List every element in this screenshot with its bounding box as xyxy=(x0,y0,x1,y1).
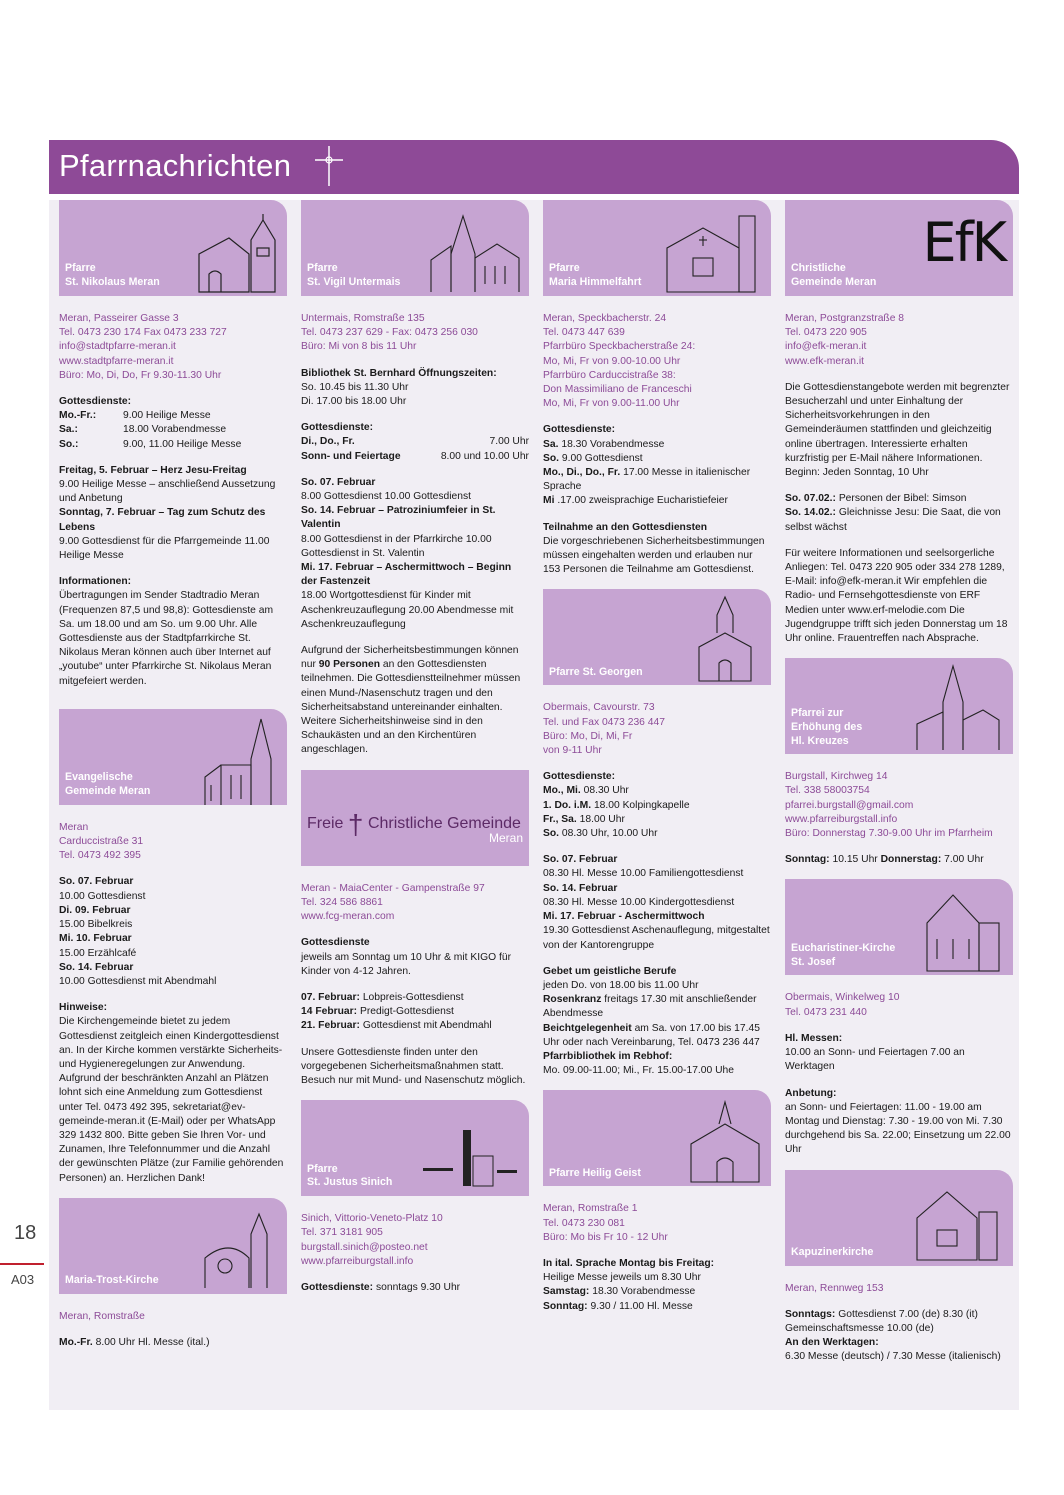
event-label: Beichtgelegenheit xyxy=(543,1022,632,1034)
service-time: 9.00 Heilige Messe xyxy=(123,410,211,422)
phone: Tel. 0473 230 081 xyxy=(543,1217,625,1229)
event-heading: Sonntag, 7. Februar – Tag zum Schutz des Lebens xyxy=(59,507,266,533)
event-text: 8.00 Gottesdienst in der Pfarrkirche 10.00 Gottesdienst in St. Valentin xyxy=(301,533,492,559)
fcg-dates xyxy=(301,991,529,1034)
evangelisch-header xyxy=(59,709,287,805)
service-text: 10.00 an Sonn- und Feiertagen 7.00 an Werktagen xyxy=(785,1047,965,1073)
service-day: Mo., Di., Do., Fr. xyxy=(543,467,621,479)
josef-label xyxy=(791,942,895,970)
address: Meran, Speckbacherstr. 24 xyxy=(543,313,667,324)
phone: Tel. 0473 230 174 Fax 0473 233 727 xyxy=(59,327,227,339)
label-line: Pfarre xyxy=(549,262,580,275)
date: 21. Februar: xyxy=(301,1020,360,1032)
efk-label xyxy=(791,262,876,290)
church-illustration xyxy=(199,1208,279,1290)
service-time: Heilige Messe jeweils um 8.30 Uhr xyxy=(543,1272,701,1284)
note-text: Aufgrund der Sicherheitsbestimmungen können nur xyxy=(301,645,519,671)
phone: Tel. 0473 220 905 xyxy=(785,327,867,339)
section-heading: Hl. Messen: xyxy=(785,1032,843,1044)
label-line: Erhöhung des xyxy=(791,720,863,733)
phone: Tel. 338 58003754 xyxy=(785,785,870,797)
office-hours: Büro: Mi von 8 bis 11 Uhr xyxy=(301,341,417,353)
service-time: 7.00 Uhr xyxy=(489,436,529,448)
kreuz-contact xyxy=(785,770,1013,841)
event-text: Lobpreis-Gottesdienst xyxy=(362,991,464,1003)
service-time: .17.00 zweisprachige Eucharistiefeier xyxy=(557,495,728,507)
service-day: Samstag: xyxy=(543,1286,590,1298)
kapuziner-label xyxy=(791,1246,873,1260)
date: So. 14.02.: xyxy=(785,507,836,519)
date: 07. Februar: xyxy=(301,991,360,1003)
page-code: A03 xyxy=(11,1272,35,1287)
address: Meran, Passeirer Gasse 3 xyxy=(59,313,179,324)
section-heading: Informationen: xyxy=(59,576,132,588)
himmelfahrt-participation xyxy=(543,521,771,578)
service-day: Sonntag: xyxy=(543,1300,588,1312)
service-time: 18.30 Vorabendmesse xyxy=(592,1286,696,1298)
georgen-extra xyxy=(543,965,771,1079)
event-text: 10.00 Gottesdienst mit Abendmahl xyxy=(59,975,217,987)
mariatrost-line xyxy=(59,1336,287,1350)
service-day: Donnerstag: xyxy=(880,854,942,866)
nikolaus-events xyxy=(59,464,287,563)
page-number: 18 xyxy=(14,1222,37,1244)
service-day: Sonntag: xyxy=(785,854,830,866)
vigil-services xyxy=(301,421,529,464)
website-link[interactable]: www.pfarreiburgstall.info xyxy=(785,813,898,825)
page-header xyxy=(49,140,1019,194)
opening-time: Di. 17.00 bis 18.00 Uhr xyxy=(301,396,407,408)
event-text: 18.00 Wortgottesdienst für Kinder mit Aschenkreuzauflegung 20.00 Abendmesse mit Aschenkreuzauflegung xyxy=(301,590,514,630)
logo-word: Christliche xyxy=(367,814,443,832)
vigil-dates xyxy=(301,476,529,632)
service-day: Mo.-Fr.: xyxy=(59,410,97,422)
fcg-services xyxy=(301,936,529,979)
event-text: 15.00 Erzählcafé xyxy=(59,947,137,959)
label-line: St. Vigil Untermais xyxy=(307,276,401,289)
service-row xyxy=(59,409,287,423)
event-text: Gottesdienst mit Abendmahl xyxy=(362,1020,492,1032)
date: Di. 09. Februar xyxy=(59,904,131,916)
service-day: Mo., Mi. xyxy=(543,785,581,797)
church-illustration xyxy=(685,1098,765,1184)
evangelisch-hints xyxy=(59,1001,287,1186)
himmelfahrt-header xyxy=(543,200,771,296)
service-time: 7.00 Uhr xyxy=(944,854,984,866)
office-hours: Büro: Mo, Di, Mi, Fr xyxy=(543,730,633,742)
evangelisch-dates xyxy=(59,875,287,989)
address: Obermais, Winkelweg 10 xyxy=(785,992,900,1004)
label-line: St. Nikolaus Meran xyxy=(65,276,160,289)
hint-text: Die Kirchengemeinde bietet zu jedem Gottesdienst zeitgleich einen Kindergottesdienst an. In der Kirche kommen verstärkte Sicherheits- und Hygieneregelungen zur Anwendung. Aufgrund der beschränkten Anzahl an Plätzen lohnt sich eine Anmeldung zum Gottesdienst unter Tel. 0473 492 395, sekretariat@ev-gemeinde-meran.it (E-Mail) oder per WhatsApp 329 1432 800. Bitte geben Sie Ihren Vor- und Zunamen, Ihre Telefonnummer und die Anzahl der gewünschten Plätze (zur Familie gehörenden Personen) an. Herzlichen Dank! xyxy=(59,1016,284,1184)
event-text: 9.00 Gottesdienst für die Pfarrgemeinde 11.00 Heilige Messe xyxy=(59,535,270,562)
heiliggeist-contact xyxy=(543,1202,771,1245)
phone: Tel. 0473 237 629 - Fax: 0473 256 030 xyxy=(301,327,478,339)
service-time: 6.30 Messe (deutsch) / 7.30 Messe (italienisch) xyxy=(785,1351,1001,1363)
service-day: Sonntags: xyxy=(785,1308,836,1320)
heiliggeist-services xyxy=(543,1257,771,1314)
event-heading: Freitag, 5. Februar – Herz Jesu-Freitag xyxy=(59,464,247,476)
phone: Tel. 324 586 8861 xyxy=(301,896,383,908)
kapuziner-header xyxy=(785,1170,1013,1266)
address: Meran - MaiaCenter - Gampenstraße 97 xyxy=(301,882,485,894)
phone: Tel. 371 3181 905 xyxy=(301,1227,383,1239)
office-label: Pfarrbüro Speckbacherstraße 24: xyxy=(543,341,696,353)
service-day: An den Werktagen: xyxy=(785,1337,879,1349)
himmelfahrt-contact xyxy=(543,312,771,411)
section-heading: Gottesdienste: xyxy=(543,771,616,783)
service-day: 1. Do. i.M. xyxy=(543,799,592,811)
date: So. 07. Februar xyxy=(301,476,376,488)
cross-icon xyxy=(311,146,347,186)
office-hours: Büro: Mo bis Fr 10 - 12 Uhr xyxy=(543,1231,668,1243)
event-text: Mo. 09.00-11.00; Mi., Fr. 15.00-17.00 Uhe xyxy=(543,1065,734,1077)
kreuz-services xyxy=(785,853,1013,867)
church-illustration xyxy=(663,208,763,294)
service-time: 18.00 Vorabendmesse xyxy=(123,424,227,436)
label-line: St. Josef xyxy=(791,955,836,968)
service-time: 8.00 und 10.00 Uhr xyxy=(440,450,529,462)
info-text: Für weitere Informationen und seelsorgerliche Anliegen: Tel. 0473 220 905 oder 334 278 1289, E-Mail: info@efk-meran.it Wir empfehlen die Radio- und Fernsehgottesdienste von ERF Medien unter www.erf-melodie.com Die Jugendgruppe trifft sich jeden Donnerstag um 18 Uhr online. Frauentreffen nach Absprache. xyxy=(785,547,1008,645)
service-time: 9.00, 11.00 Heilige Messe xyxy=(123,438,242,450)
label-line: Pfarre xyxy=(307,1162,338,1175)
website-link[interactable]: www.efk-meran.it xyxy=(785,355,864,367)
note-text: Unsere Gottesdienste finden unter den vorgegebenen Sicherheitsmaßnahmen statt. Besuch nur mit Mund- und Nasenschutz möglich. xyxy=(301,1046,526,1086)
fcg-contact xyxy=(301,882,529,925)
nikolaus-info xyxy=(59,575,287,689)
service-time: 17.00 Messe in italienischer Sprache xyxy=(543,467,751,493)
nikolaus-label xyxy=(65,262,160,290)
service-time: 8.00 Uhr Hl. Messe (ital.) xyxy=(95,1336,210,1348)
address: Untermais, Romstraße 135 xyxy=(301,313,425,324)
service-row xyxy=(59,423,287,437)
josef-masses xyxy=(785,1032,1013,1075)
event-text: 10.00 Gottesdienst xyxy=(59,890,146,902)
service-day: So.: xyxy=(59,438,79,450)
event-text: 8.00 Gottesdienst 10.00 Gottesdienst xyxy=(301,491,472,503)
event-text: freitags 17.30 mit anschließender Abendmesse xyxy=(543,994,757,1020)
josef-contact xyxy=(785,991,1013,1019)
event-text: 08.30 Hl. Messe 10.00 Kindergottesdienst xyxy=(543,896,735,908)
vigil-header xyxy=(301,200,529,296)
event-text: Personen der Bibel: Simson xyxy=(838,493,967,505)
vigil-contact xyxy=(301,312,529,355)
efk-info xyxy=(785,547,1013,646)
label-line: St. Justus Sinich xyxy=(307,1176,393,1189)
office-hours: Mo, Mi, Fr von 9.00-10.00 Uhr xyxy=(543,355,681,367)
service-time: 18.00 Kolpingkapelle xyxy=(593,799,690,811)
service-time: 10.15 Uhr xyxy=(832,854,878,866)
mariatrost-header xyxy=(59,1198,287,1294)
nikolaus-contact xyxy=(59,312,287,383)
label-line: Pfarre Heilig Geist xyxy=(549,1166,641,1179)
address: Sinich, Vittorio-Veneto-Platz 10 xyxy=(301,1213,443,1225)
mariatrost-contact xyxy=(59,1310,287,1324)
cross-icon: † xyxy=(347,808,364,840)
label-line: Pfarrei zur xyxy=(791,706,844,719)
column-1 xyxy=(59,200,287,1362)
evangelisch-contact xyxy=(59,821,287,864)
section-heading: Gottesdienste: xyxy=(301,1281,374,1293)
justus-label xyxy=(307,1163,392,1191)
kapuziner-services xyxy=(785,1308,1013,1365)
justus-services xyxy=(301,1281,529,1295)
address: Meran, Romstraße 1 xyxy=(543,1203,638,1215)
event-text: 19.30 Gottesdienst Aschenauflegung, mitgestaltet von der Kantorengruppe xyxy=(543,925,770,951)
service-time: 18.00 Uhr xyxy=(579,813,625,825)
service-text: an Sonn- und Feiertagen: 11.00 - 19.00 am Montag und Dienstag: 7.30 - 19.00 von Mi. 7.30 durchgehend bis Sa. 22.00; Einsetzung um 22.00 Uhr xyxy=(785,1101,1011,1156)
service-row xyxy=(59,438,287,452)
kapuziner-contact xyxy=(785,1282,1013,1296)
info-text: Übertragungen im Sender Stadtradio Meran (Frequenzen 87,5 und 98,8): Gottesdienste am Sa. um 18.00 und am So. um 9.00 Uhr. Alle Gottesdienste aus der Stadtpfarrkirche St. Nikolaus Meran können auch über Internet auf „youtube“ unter Pfarrkirche St. Nikolaus Meran mitgefeiert werden. xyxy=(59,590,274,687)
label-line: Gemeinde Meran xyxy=(65,785,151,798)
label-line: Gemeinde Meran xyxy=(791,276,877,289)
service-day: So. xyxy=(543,452,560,464)
church-illustration xyxy=(189,214,279,294)
efk-contact xyxy=(785,312,1013,369)
event-text: Predigt-Gottesdienst xyxy=(359,1006,454,1018)
column-4 xyxy=(785,200,1013,1377)
section-heading: Anbetung: xyxy=(785,1087,837,1099)
event-label: Rosenkranz xyxy=(543,994,602,1006)
georgen-contact xyxy=(543,701,771,758)
heiliggeist-header xyxy=(543,1090,771,1186)
label-line: Pfarre xyxy=(307,262,338,275)
date: Mi. 17. Februar - Aschermittwoch xyxy=(543,911,705,923)
email-link[interactable]: pfarrei.burgstall@gmail.com xyxy=(785,799,914,811)
phone: Tel. 0473 492 395 xyxy=(59,850,141,862)
section-heading: Gottesdienste: xyxy=(301,422,374,434)
label-line: Pfarre St. Georgen xyxy=(549,665,643,678)
church-illustration xyxy=(413,1120,523,1190)
fcg-logo xyxy=(301,770,529,866)
contact-person: Don Massimiliano de Franceschi xyxy=(543,384,692,396)
opening-time: So. 10.45 bis 11.30 Uhr xyxy=(301,381,409,393)
date: Mi. 10. Februar xyxy=(59,933,132,945)
justus-header xyxy=(301,1100,529,1196)
section-heading: In ital. Sprache Montag bis Freitag: xyxy=(543,1257,715,1269)
nikolaus-header xyxy=(59,200,287,296)
service-text: jeweils am Sonntag um 10 Uhr & mit KIGO für Kinder von 4-12 Jahren. xyxy=(301,951,512,977)
office-hours: Mo, Mi, Fr von 9.00-11.00 Uhr xyxy=(543,398,680,410)
service-day: Di., Do., Fr. xyxy=(301,436,355,448)
label-line: Maria-Trost-Kirche xyxy=(65,1273,159,1286)
content-panel xyxy=(49,200,1019,1410)
logo-word: Gemeinde xyxy=(447,814,521,832)
event-text: jeden Do. von 18.00 bis 11.00 Uhr xyxy=(543,979,699,991)
office-hours: Büro: Donnerstag 7.30-9.00 Uhr im Pfarrheim xyxy=(785,828,993,840)
info-text: Die Gottesdienstangebote werden mit begrenzter Besucherzahl und unter Einhaltung der Sicherheitsvorkehrungen in den Gemeinderäumen stattfinden und gleichzeitig online übertragen. Interessierte erhalten kurzfristig per E-Mail nähere Informationen. Beginn: Jeden Sonntag, 10 Uhr xyxy=(785,381,1010,479)
office-hours: Büro: Mo, Di, Do, Fr 9.30-11.30 Uhr xyxy=(59,369,222,381)
section-heading: Hinweise: xyxy=(59,1002,108,1014)
logo-word: Meran xyxy=(488,830,523,845)
date: 14 Februar: xyxy=(301,1006,358,1018)
mariatrost-label xyxy=(65,1274,159,1288)
section-heading: Teilnahme an den Gottesdiensten xyxy=(543,521,708,533)
event-label: Pfarrbibliothek im Rebhof: xyxy=(543,1050,673,1062)
office-label: Pfarrbüro Carduccistraße 38: xyxy=(543,369,676,381)
heiliggeist-label xyxy=(549,1167,641,1181)
phone: Tel. und Fax 0473 236 447 xyxy=(543,716,665,728)
page-divider xyxy=(0,1263,44,1265)
event-text: 15.00 Bibelkreis xyxy=(59,919,133,931)
efk-text xyxy=(785,381,1013,480)
georgen-dates xyxy=(543,853,771,952)
date: Mi. 17. Februar – Aschermittwoch – Beginn der Fastenzeit xyxy=(301,562,512,588)
email-link[interactable]: burgstall.sinich@posteo.net xyxy=(301,1241,428,1253)
page-title: Pfarrnachrichten xyxy=(59,148,292,183)
date: So. 07.02.: xyxy=(785,493,836,505)
label-line: Kapuzinerkirche xyxy=(791,1245,874,1258)
vigil-note xyxy=(301,644,529,758)
vigil-label xyxy=(307,262,400,290)
address: Obermais, Cavourstr. 73 xyxy=(543,702,655,714)
website-link[interactable]: www.stadtpfarre-meran.it xyxy=(59,355,174,367)
label-line: Hl. Kreuzes xyxy=(791,734,849,747)
georgen-label xyxy=(549,666,643,680)
section-heading: Gottesdienste: xyxy=(59,396,132,408)
kreuz-label xyxy=(791,707,862,748)
event-text: 9.00 Heilige Messe – anschließend Aussetzung und Anbetung xyxy=(59,479,276,505)
label-line: Maria Himmelfahrt xyxy=(549,276,642,289)
event-text: Gleichnisse Jesu: Die Saat, die von selbst wächst xyxy=(785,507,1001,533)
service-day: So. xyxy=(543,828,560,840)
service-day: Mo.-Fr. xyxy=(59,1336,93,1348)
email-link[interactable]: info@efk-meran.it xyxy=(785,341,867,353)
phone: Tel. 0473 231 440 xyxy=(785,1006,867,1018)
address: Carduccistraße 31 xyxy=(59,836,144,848)
service-time: 08.30 Uhr, 10.00 Uhr xyxy=(561,828,658,840)
himmelfahrt-services xyxy=(543,423,771,508)
date: So. 14. Februar – Patroziniumfeier in St. Valentin xyxy=(301,505,496,531)
address: Meran, Romstraße xyxy=(59,1310,145,1322)
date: So. 14. Februar xyxy=(59,961,134,973)
evangelisch-label xyxy=(65,771,150,799)
website-link[interactable]: www.pfarreiburgstall.info xyxy=(301,1255,414,1267)
church-illustration xyxy=(913,662,1003,752)
service-time: 18.30 Vorabendmesse xyxy=(561,438,665,450)
section-heading: Gottesdienste xyxy=(301,937,370,949)
address: Meran, Rennweg 153 xyxy=(785,1282,884,1294)
note-text: an den Gottesdiensten teilnehmen. Die Gottesdienstteilnehmer müssen einen Mund-/Nasenschutz tragen und den Sicherheitsabstand untereinander einhalten. Weitere Sicherheitshinweise sind in den Schaukästen und an den Kirchentüren angeschlagen. xyxy=(301,659,521,756)
section-heading: Gottesdienste: xyxy=(543,424,616,436)
service-day: Sa. xyxy=(543,438,559,450)
efk-header xyxy=(785,200,1013,296)
note-emphasis: 90 Personen xyxy=(318,659,380,671)
justus-contact xyxy=(301,1212,529,1269)
service-time: 9.00 Gottesdienst xyxy=(561,452,643,464)
service-day: Sa.: xyxy=(59,424,78,436)
date: So. 14. Februar xyxy=(543,882,618,894)
vigil-library xyxy=(301,367,529,410)
address: Burgstall, Kirchweg 14 xyxy=(785,771,888,783)
date: So. 07. Februar xyxy=(59,876,134,888)
church-illustration xyxy=(691,593,761,683)
kreuz-header xyxy=(785,658,1013,754)
label-line: Eucharistiner-Kirche xyxy=(791,941,896,954)
event-text: am Sa. von 17.00 bis 17.45 Uhr oder nach Vereinbarung, Tel. 0473 236 447 xyxy=(543,1022,760,1048)
church-illustration xyxy=(201,715,281,807)
service-time: 08.30 Uhr xyxy=(583,785,629,797)
service-day: Mi xyxy=(543,495,555,507)
label-line: Evangelische xyxy=(65,771,133,784)
column-2 xyxy=(301,200,529,1307)
church-illustration xyxy=(923,883,1003,973)
label-line: Christliche xyxy=(791,262,846,275)
church-illustration xyxy=(913,1178,1003,1262)
josef-header xyxy=(785,879,1013,975)
section-heading: Gebet um geistliche Berufe xyxy=(543,965,677,977)
fcg-note xyxy=(301,1046,529,1089)
column-3 xyxy=(543,200,771,1326)
efk-logo: EfK xyxy=(922,211,1005,274)
event-text: 08.30 Hl. Messe 10.00 Familiengottesdienst xyxy=(543,868,744,880)
service-day: Fr., Sa. xyxy=(543,813,577,825)
josef-adoration xyxy=(785,1087,1013,1158)
address: Meran, Postgranzstraße 8 xyxy=(785,313,905,324)
service-time: sonntags 9.30 Uhr xyxy=(375,1281,461,1293)
email-link[interactable]: info@stadtpfarre-meran.it xyxy=(59,341,176,353)
section-heading: Bibliothek St. Bernhard Öffnungszeiten: xyxy=(301,367,497,379)
efk-dates xyxy=(785,492,1013,535)
city: Meran xyxy=(59,821,89,833)
georgen-header xyxy=(543,589,771,685)
logo-word: Freie xyxy=(307,814,344,832)
nikolaus-services xyxy=(59,395,287,452)
label-line: Pfarre xyxy=(65,262,96,275)
service-time: Gottesdienst 7.00 (de) 8.30 (it) Gemeinschaftsmesse 10.00 (de) xyxy=(785,1308,978,1334)
note-text: Die vorgeschriebenen Sicherheitsbestimmungen müssen eingehalten werden und erlauben nur 153 Personen die Teilnahme am Gottesdienst. xyxy=(543,535,765,576)
date: So. 07. Februar xyxy=(543,854,618,866)
phone: Tel. 0473 447 639 xyxy=(543,327,625,339)
office-hours: von 9-11 Uhr xyxy=(543,745,602,757)
service-day: Sonn- und Feiertage xyxy=(301,450,401,462)
church-illustration xyxy=(427,210,523,294)
himmelfahrt-label xyxy=(549,262,641,290)
website-link[interactable]: www.fcg-meran.com xyxy=(301,911,395,923)
georgen-services xyxy=(543,770,771,841)
service-time: 9.30 / 11.00 Hl. Messe xyxy=(590,1300,693,1312)
